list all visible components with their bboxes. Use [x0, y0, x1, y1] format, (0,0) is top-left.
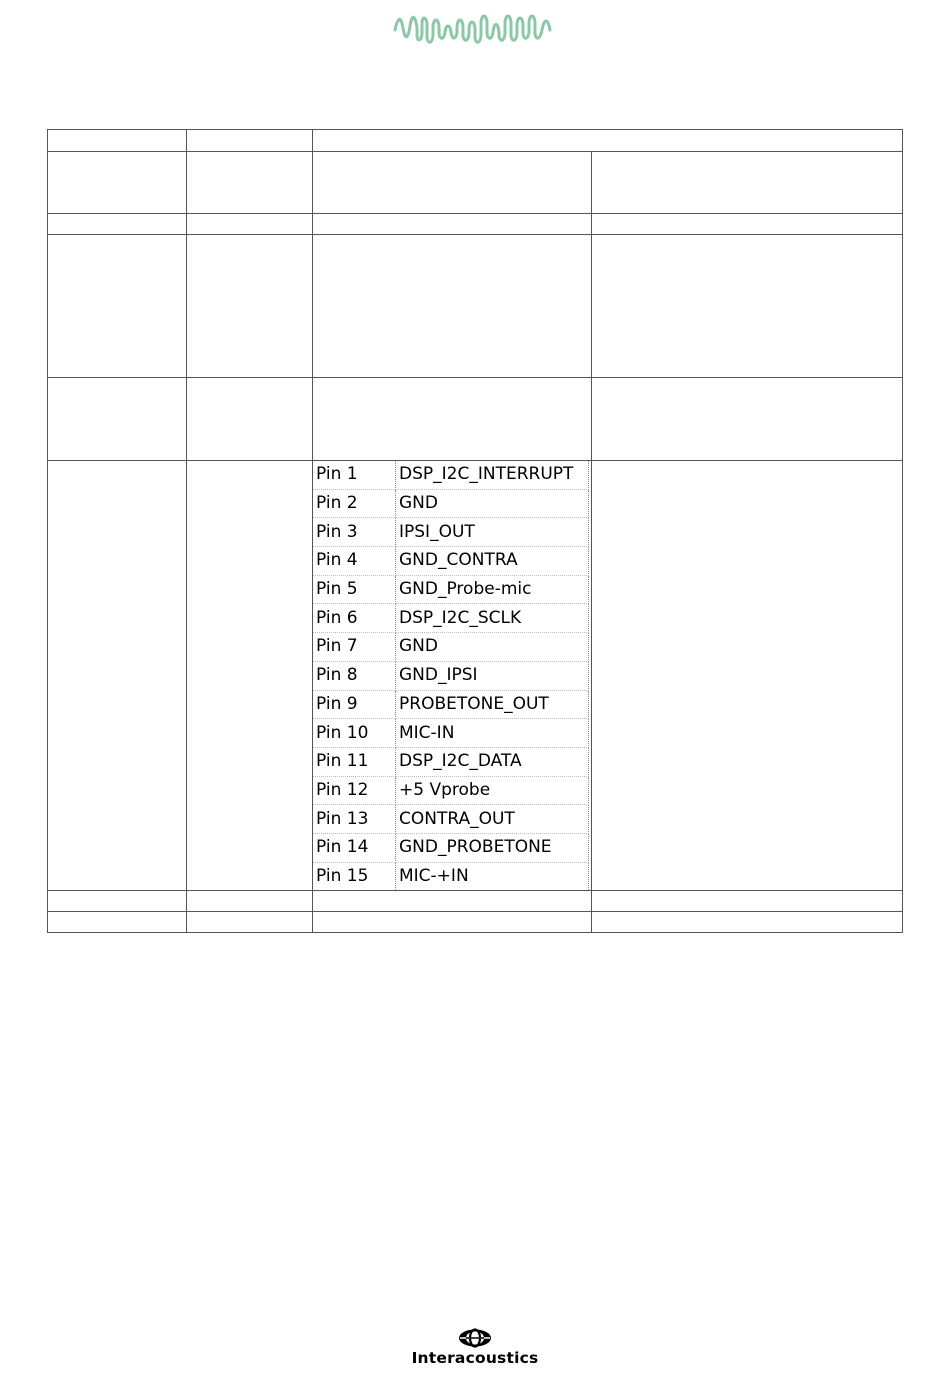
table-cell	[313, 130, 903, 152]
pin-signal: GND_PROBETONE	[396, 833, 589, 862]
pin-row	[313, 604, 589, 633]
table-cell	[187, 152, 313, 214]
pin-signal: CONTRA_OUT	[396, 805, 589, 834]
pin-number: Pin 8	[313, 661, 396, 690]
pin-signal: GND_IPSI	[396, 661, 589, 690]
pin-row	[313, 776, 589, 805]
table-cell	[592, 152, 903, 214]
table-cell	[187, 214, 313, 235]
table-cell	[313, 378, 592, 461]
table-cell	[48, 378, 187, 461]
pin-number: Pin 6	[313, 604, 396, 633]
pinout-cell	[313, 461, 592, 891]
header-wave-logo-icon	[390, 8, 560, 48]
table-cell	[48, 214, 187, 235]
table-cell	[592, 461, 903, 891]
table-cell	[187, 378, 313, 461]
table-cell	[313, 152, 592, 214]
brand-logo	[398, 1328, 552, 1368]
pin-row	[313, 518, 589, 547]
globe-icon	[457, 1328, 493, 1348]
pin-row	[313, 575, 589, 604]
pin-number: Pin 15	[313, 862, 396, 890]
pin-number: Pin 5	[313, 575, 396, 604]
table-cell	[187, 130, 313, 152]
pin-row	[313, 661, 589, 690]
table-cell	[592, 378, 903, 461]
table-cell	[313, 891, 592, 912]
pin-row	[313, 690, 589, 719]
table-row	[48, 214, 903, 235]
table-row	[48, 378, 903, 461]
pin-number: Pin 13	[313, 805, 396, 834]
pin-signal: PROBETONE_OUT	[396, 690, 589, 719]
pin-row	[313, 719, 589, 748]
table-cell	[187, 461, 313, 891]
table-cell	[48, 130, 187, 152]
pin-signal: GND_CONTRA	[396, 547, 589, 576]
table-row	[48, 130, 903, 152]
pin-row	[313, 489, 589, 518]
table-cell	[48, 461, 187, 891]
pin-signal: +5 Vprobe	[396, 776, 589, 805]
table-cell	[592, 214, 903, 235]
pinout-table	[313, 461, 589, 890]
specification-table	[47, 129, 903, 933]
pin-number: Pin 2	[313, 489, 396, 518]
pin-number: Pin 3	[313, 518, 396, 547]
pin-signal: GND_Probe-mic	[396, 575, 589, 604]
table-cell	[592, 235, 903, 378]
table-cell	[48, 891, 187, 912]
table-cell	[187, 912, 313, 933]
pin-signal: DSP_I2C_SCLK	[396, 604, 589, 633]
table-row	[48, 891, 903, 912]
pin-number: Pin 14	[313, 833, 396, 862]
pin-number: Pin 7	[313, 633, 396, 662]
table-row-pinout	[48, 461, 903, 891]
brand-name: Interacoustics	[411, 1349, 539, 1367]
table-cell	[313, 214, 592, 235]
table-cell	[313, 912, 592, 933]
pin-number: Pin 11	[313, 747, 396, 776]
pin-signal: MIC-IN	[396, 719, 589, 748]
pin-number: Pin 1	[313, 461, 396, 489]
pin-signal: IPSI_OUT	[396, 518, 589, 547]
table-row	[48, 235, 903, 378]
pin-row	[313, 833, 589, 862]
table-row	[48, 152, 903, 214]
table-cell	[313, 235, 592, 378]
pin-row	[313, 633, 589, 662]
table-cell	[48, 235, 187, 378]
pin-number: Pin 9	[313, 690, 396, 719]
pin-number: Pin 10	[313, 719, 396, 748]
pin-signal: GND	[396, 633, 589, 662]
pin-row	[313, 805, 589, 834]
pin-number: Pin 12	[313, 776, 396, 805]
table-cell	[187, 891, 313, 912]
pin-signal: MIC-+IN	[396, 862, 589, 890]
table-cell	[592, 891, 903, 912]
pin-signal: GND	[396, 489, 589, 518]
table-row	[48, 912, 903, 933]
table-cell	[48, 152, 187, 214]
pin-row	[313, 547, 589, 576]
pin-number: Pin 4	[313, 547, 396, 576]
table-cell	[187, 235, 313, 378]
pin-row	[313, 747, 589, 776]
table-cell	[48, 912, 187, 933]
table-cell	[592, 912, 903, 933]
pin-row	[313, 862, 589, 890]
pin-signal: DSP_I2C_DATA	[396, 747, 589, 776]
pin-signal: DSP_I2C_INTERRUPT	[396, 461, 589, 489]
pin-row	[313, 461, 589, 489]
